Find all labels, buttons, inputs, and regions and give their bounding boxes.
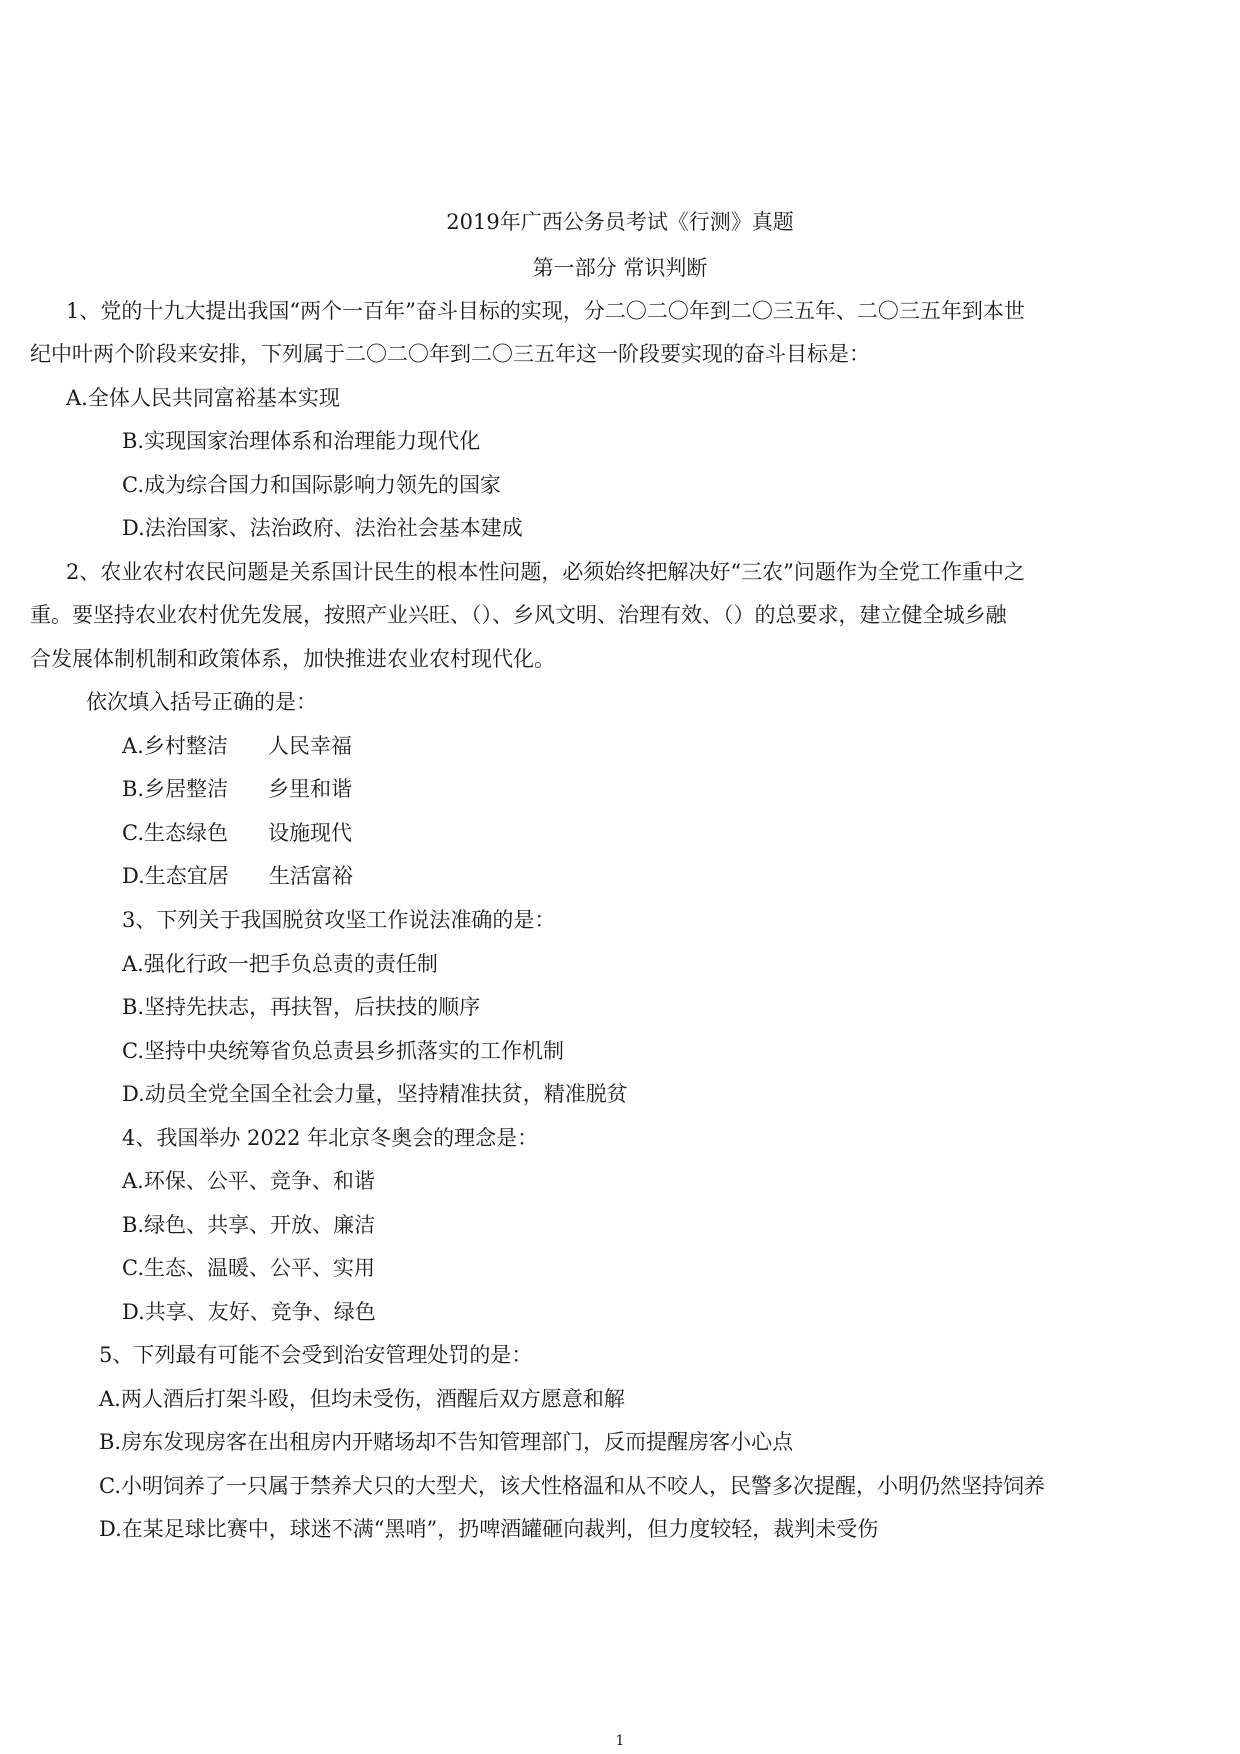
question-prompt: 依次填入括号正确的是：: [86, 690, 317, 714]
option-a: A.强化行政一把手负总责的责任制: [122, 952, 438, 976]
option-a: A.环保、公平、竞争、和谐: [122, 1169, 375, 1193]
option-c: C.成为综合国力和国际影响力领先的国家: [122, 473, 501, 497]
page-number: 1: [615, 1733, 625, 1749]
option-d: D.法治国家、法治政府、法治社会基本建成: [122, 516, 523, 540]
option-d: D.生态宜居 生活富裕: [122, 864, 353, 888]
option-b: B.绿色、共享、开放、廉洁: [122, 1213, 376, 1237]
option-a: A.乡村整洁 人民幸福: [122, 734, 352, 758]
option-b: B.房东发现房客在出租房内开赌场却不告知管理部门，反而提醒房客小心点: [99, 1430, 794, 1454]
option-c: C.生态绿色 设施现代: [122, 821, 353, 845]
option-c: C.坚持中央统筹省负总责县乡抓落实的工作机制: [122, 1039, 564, 1063]
question-stem-line: 5、下列最有可能不会受到治安管理处罚的是：: [99, 1343, 533, 1367]
option-a: A.全体人民共同富裕基本实现: [66, 386, 340, 410]
question-stem-line: 3、下列关于我国脱贫攻坚工作说法准确的是：: [122, 908, 556, 932]
question-stem-line: 重。要坚持农业农村优先发展，按照产业兴旺、（）、乡风文明、治理有效、（）的总要求，建立健全城乡融: [30, 603, 1007, 627]
option-d: D.在某足球比赛中，球迷不满“黑哨”，扔啤酒罐砸向裁判，但力度较轻，裁判未受伤: [99, 1517, 879, 1541]
option-d: D.共享、友好、竞争、绿色: [122, 1300, 376, 1324]
question-stem-line: 2、农业农村农民问题是关系国计民生的根本性问题，必须始终把解决好“三农”问题作为全党工作重中之: [66, 560, 1025, 584]
question-stem-line: 4、我国举办 2022 年北京冬奥会的理念是：: [122, 1126, 539, 1150]
section-title: 第一部分 常识判断: [532, 256, 708, 280]
option-d: D.动员全党全国全社会力量，坚持精准扶贫，精准脱贫: [122, 1082, 628, 1106]
option-b: B.实现国家治理体系和治理能力现代化: [122, 429, 481, 453]
document-title: 2019年广西公务员考试《行测》真题: [446, 210, 794, 234]
option-b: B.乡居整洁 乡里和谐: [122, 777, 353, 801]
option-b: B.坚持先扶志，再扶智，后扶技的顺序: [122, 995, 481, 1019]
option-a: A.两人酒后打架斗殴，但均未受伤，酒醒后双方愿意和解: [99, 1387, 625, 1411]
question-stem-line: 合发展体制机制和政策体系，加快推进农业农村现代化。: [30, 647, 555, 671]
question-stem-line: 1、党的十九大提出我国“两个一百年”奋斗目标的实现，分二〇二〇年到二〇三五年、二〇三五年到本世: [66, 299, 1025, 323]
question-stem-line: 纪中叶两个阶段来安排，下列属于二〇二〇年到二〇三五年这一阶段要实现的奋斗目标是：: [30, 342, 870, 366]
option-c: C.小明饲养了一只属于禁养犬只的大型犬，该犬性格温和从不咬人，民警多次提醒，小明仍然坚持饲养: [99, 1474, 1045, 1498]
option-c: C.生态、温暖、公平、实用: [122, 1256, 375, 1280]
